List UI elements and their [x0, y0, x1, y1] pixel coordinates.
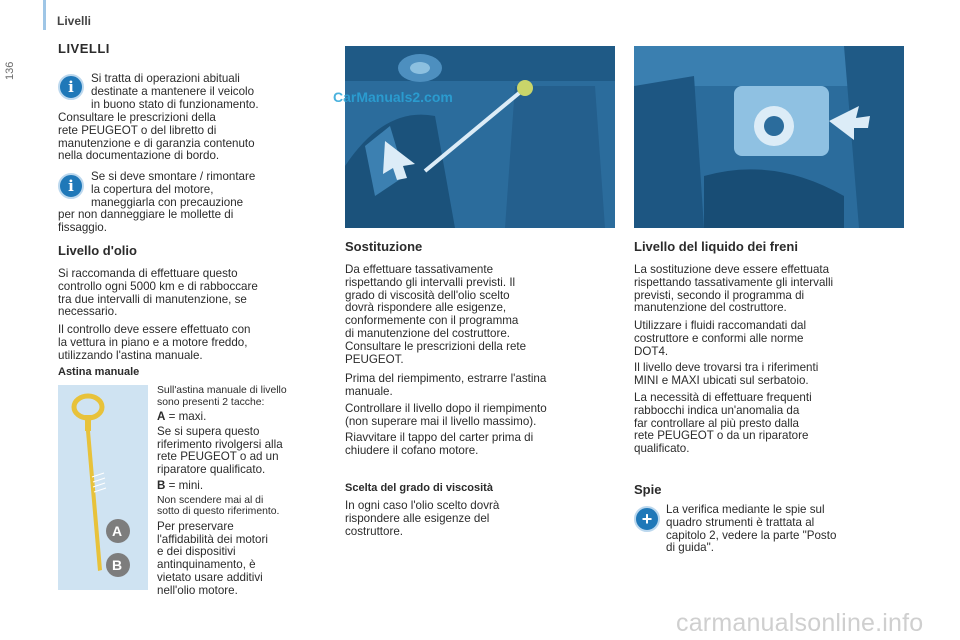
brake-fluid-drawing [634, 46, 904, 228]
spie-line: capitolo 2, vedere la parte "Posto [666, 528, 837, 542]
dip-final-line: vietato usare additivi [157, 570, 263, 584]
warning-lights-note [666, 504, 926, 555]
dipstick-text [157, 385, 337, 598]
dipstick-mark-a: A [112, 523, 123, 539]
dip-a-letter: A [157, 410, 166, 423]
dip-final-line: nell'olio motore. [157, 583, 238, 597]
info-note-2-cont-line: fissaggio. [58, 220, 107, 234]
info-note-1-line: Si tratta di operazioni abituali [91, 72, 240, 85]
visc-line: costruttore. [345, 524, 403, 538]
oil-p2-line: Il controllo deve essere effettuato con [58, 323, 251, 336]
dip-a-note-line: rete PEUGEOT o ad un [157, 450, 279, 464]
repl-p1-line: Consultare le prescrizioni della rete [345, 339, 527, 353]
dip-a-note [157, 426, 337, 477]
oil-p2-line: la vettura in piano e a motore freddo, [58, 335, 248, 349]
info-note-1-cont-line: nella documentazione di bordo. [58, 149, 220, 163]
brake-p4-line: far controllare al più presto dalla [634, 416, 799, 430]
dip-b-letter: B [157, 478, 166, 492]
viscosity-heading: Scelta del grado di viscosità [345, 482, 493, 494]
replacement-heading: Sostituzione [345, 239, 423, 254]
brake-paragraph-2 [634, 320, 924, 358]
replacement-paragraph-3 [345, 403, 630, 429]
dip-final-note [157, 521, 337, 598]
dip-b-text: = mini. [165, 478, 204, 492]
engine-oil-photo [345, 46, 615, 228]
repl-p1-line: PEUGEOT. [345, 352, 404, 366]
brake-p1-line: manutenzione del costruttore. [634, 301, 787, 315]
repl-p1-line: conformemente con il programma [345, 314, 519, 328]
brake-p4-line: rabbocchi indica un'anomalia da [634, 403, 800, 417]
brake-fluid-photo [634, 46, 904, 228]
repl-p1-line: rispettando gli intervalli previsti. Il [345, 275, 516, 289]
dip-a-note-line: riparatore qualificato. [157, 463, 266, 477]
info-note-1-line: destinate a mantenere il veicolo [91, 84, 255, 98]
info-note-2-cont [58, 209, 338, 235]
info-icon: i [58, 173, 84, 199]
brake-paragraph-3 [634, 362, 924, 388]
dip-final-line: antinquinamento, è [157, 558, 256, 572]
section-bar [43, 0, 46, 30]
brake-p1-line: rispettando tassativamente gli intervalli [634, 275, 834, 289]
repl-p4-line: chiudere il cofano motore. [345, 443, 479, 457]
brake-p4-line: rete PEUGEOT o da un riparatore [634, 429, 809, 443]
visc-line: In ogni caso l'olio scelto dovrà [345, 499, 500, 512]
spie-line: quadro strumenti è trattata al [666, 515, 815, 529]
brake-p2-line: DOT4. [634, 344, 669, 358]
dip-final-line: l'affidabilità dei motori [157, 532, 268, 546]
repl-p3-line: Controllare il livello dopo il riempimento [345, 402, 547, 415]
replacement-paragraph-2 [345, 373, 625, 399]
oil-paragraph-2 [58, 324, 343, 362]
oil-p1-line: Si raccomanda di effettuare questo [58, 267, 238, 280]
repl-p1-line: dovrà rispondere alle esigenze, [345, 301, 507, 315]
oil-level-heading: Livello d'olio [58, 243, 137, 258]
oil-p1-line: controllo ogni 5000 km e di rabboccare [58, 279, 258, 293]
page-number: 136 [4, 61, 16, 80]
info-note-1 [91, 73, 331, 111]
dip-a-text: = maxi. [165, 410, 207, 423]
dip-b-note-line: sotto di questo riferimento. [157, 506, 280, 518]
visc-line: rispondere alle esigenze del [345, 511, 490, 525]
oil-p2-line: utilizzando l'astina manuale. [58, 348, 203, 362]
brake-p3-line: MINI e MAXI ubicati sul serbatoio. [634, 373, 809, 387]
spie-line: di guida". [666, 541, 714, 555]
repl-p2-line: Prima del riempimento, estrarre l'astina [345, 372, 547, 385]
info-note-2 [91, 171, 331, 209]
dipstick-drawing [58, 385, 148, 590]
watermark-carmanuals: CarManuals2.com [333, 89, 453, 105]
dip-b-line [157, 480, 337, 493]
plus-icon: + [634, 506, 660, 532]
oil-p1-line: tra due intervalli di manutenzione, se [58, 292, 247, 306]
page-title: LIVELLI [58, 41, 110, 56]
brake-paragraph-4 [634, 392, 924, 456]
dip-intro-line: sono presenti 2 tacche: [157, 396, 265, 408]
engine-oil-drawing [345, 46, 615, 228]
dip-a-note-line: Se si supera questo [157, 424, 260, 438]
replacement-paragraph-4 [345, 432, 625, 458]
replacement-paragraph-1 [345, 264, 625, 366]
brake-p1-line: La sostituzione deve essere effettuata [634, 263, 830, 276]
dipstick-illustration [58, 385, 148, 590]
oil-p1-line: necessario. [58, 305, 118, 319]
repl-p1-line: di manutenzione del costruttore. [345, 326, 510, 340]
dip-final-line: Per preservare [157, 519, 234, 533]
warning-lights-heading: Spie [634, 482, 662, 497]
section-tag: Livelli [57, 14, 92, 28]
brake-fluid-heading: Livello del liquido dei freni [634, 239, 798, 254]
oil-paragraph-1 [58, 268, 343, 319]
brake-paragraph-1 [634, 264, 924, 315]
info-note-2-line: la copertura del motore, [91, 182, 214, 196]
info-note-1-cont [58, 112, 338, 163]
info-note-1-cont-line: manutenzione e di garanzia contenuto [58, 136, 255, 150]
dip-b-note-line: Non scendere mai al di [157, 494, 264, 506]
dip-a-line [157, 411, 337, 424]
brake-p4-line: La necessità di effettuare frequenti [634, 391, 812, 404]
brake-p4-line: qualificato. [634, 442, 690, 456]
repl-p4-line: Riavvitare il tappo del carter prima di [345, 431, 534, 444]
dipstick-mark-b: B [112, 557, 123, 573]
dip-b-note [157, 495, 337, 518]
repl-p1-line: Da effettuare tassativamente [345, 263, 494, 276]
watermark-footer: carmanualsonline.info [676, 609, 924, 637]
info-note-2-cont-line: per non danneggiare le mollette di [58, 208, 234, 221]
repl-p3-line: (non superare mai il livello massimo). [345, 414, 537, 428]
brake-p2-line: Utilizzare i fluidi raccomandati dal [634, 319, 807, 332]
info-note-2-line: Se si deve smontare / rimontare [91, 170, 256, 183]
info-note-1-cont-line: Consultare le prescrizioni della [58, 111, 216, 124]
info-note-1-line: in buono stato di funzionamento. [91, 97, 259, 111]
brake-p3-line: Il livello deve trovarsi tra i riferimenti [634, 361, 819, 374]
repl-p1-line: grado di viscosità dell'olio scelto [345, 288, 510, 302]
dip-intro-line: Sull'astina manuale di livello [157, 385, 287, 396]
info-note-1-cont-line: rete PEUGEOT o del libretto di [58, 123, 217, 137]
viscosity-paragraph [345, 500, 625, 538]
repl-p2-line: manuale. [345, 384, 393, 398]
info-note-2-line: maneggiarla con precauzione [91, 195, 244, 209]
brake-p1-line: previsti, secondo il programma di [634, 288, 805, 302]
dipstick-heading: Astina manuale [58, 366, 140, 378]
spie-line: La verifica mediante le spie sul [666, 503, 825, 516]
info-icon: i [58, 74, 84, 100]
dip-final-line: e dei dispositivi [157, 545, 236, 559]
dip-a-note-line: riferimento rivolgersi alla [157, 437, 283, 451]
brake-p2-line: costruttore e conformi alle norme [634, 331, 804, 345]
